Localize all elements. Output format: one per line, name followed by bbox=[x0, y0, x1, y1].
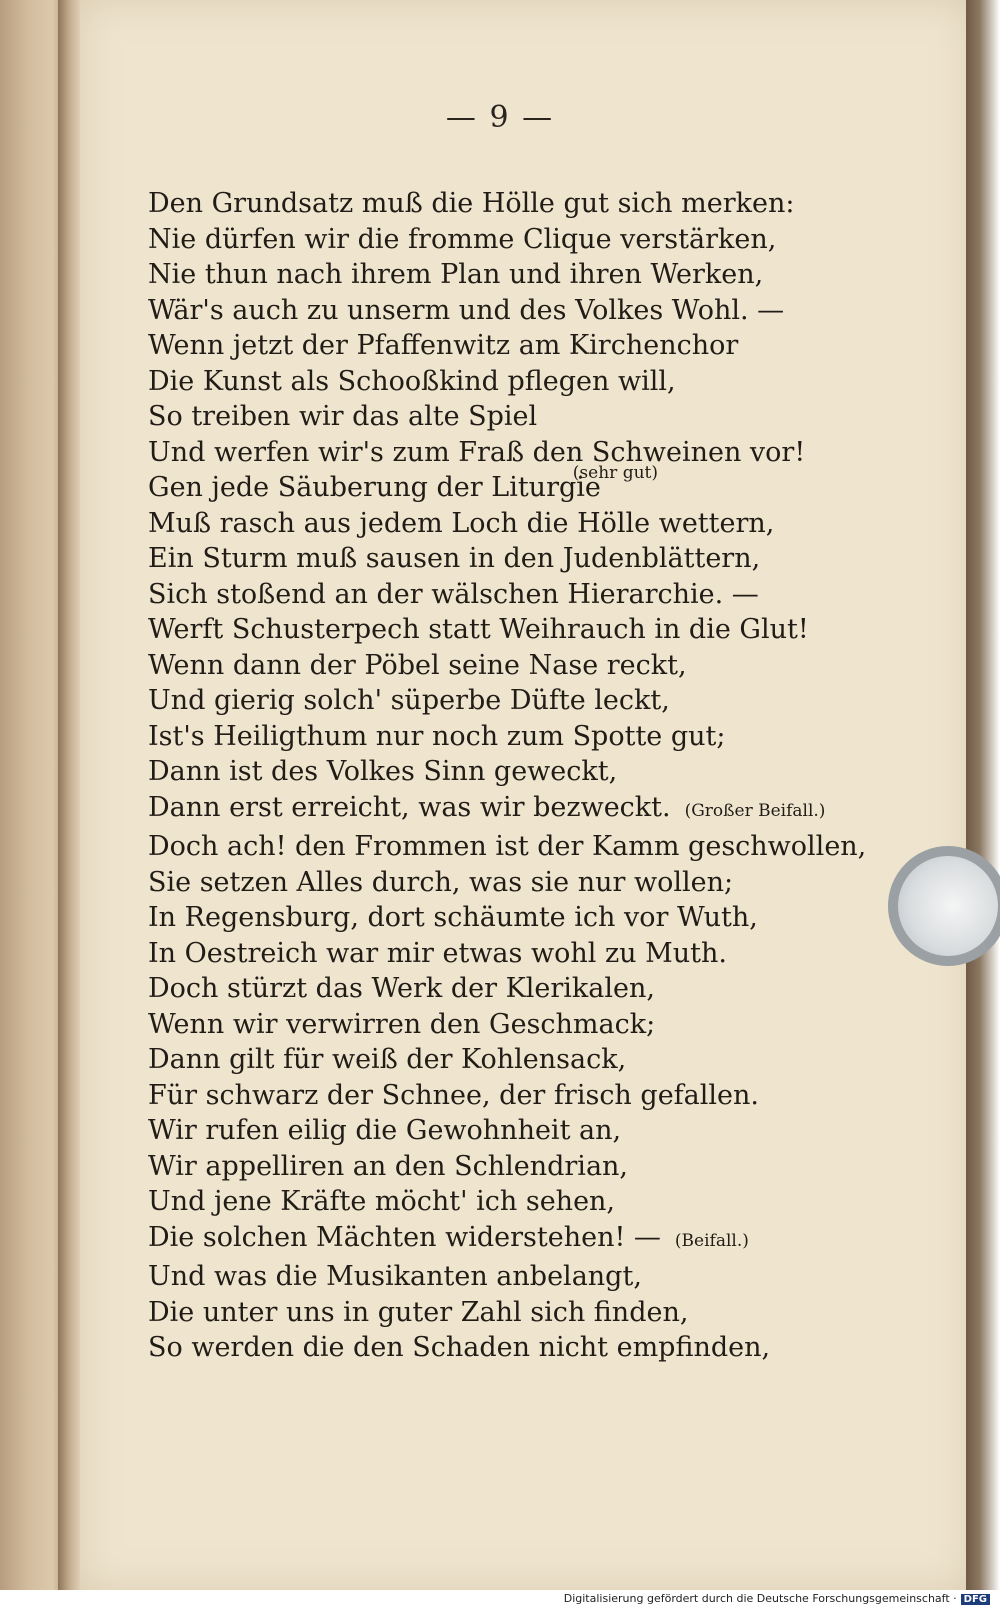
poem-line: Und was die Musikanten anbelangt, bbox=[148, 1261, 642, 1292]
poem-line-text: Die solchen Mächten widerstehen! — bbox=[148, 1221, 661, 1253]
poem-line: Den Grundsatz muß die Hölle gut sich merken: bbox=[148, 188, 795, 219]
poem-line: Wär's auch zu unserm und des Volkes Wohl. — bbox=[148, 294, 785, 326]
poem-line: Muß rasch aus jedem Loch die Hölle wettern, bbox=[148, 507, 775, 539]
page-clip-icon bbox=[888, 846, 1000, 966]
poem-line: Nie dürfen wir die fromme Clique verstärken, bbox=[148, 223, 777, 255]
poem-text bbox=[148, 186, 867, 1366]
page-right-edge bbox=[966, 0, 1000, 1590]
poem-line: Dann gilt für weiß der Kohlensack, bbox=[148, 1044, 627, 1075]
footer-credit-text: Digitalisierung gefördert durch die Deutsche Forschungsgemeinschaft · bbox=[563, 1592, 957, 1605]
stage-note-beifall: (Beifall.) bbox=[674, 1230, 749, 1251]
poem-line: Nie thun nach ihrem Plan und ihren Werken, bbox=[148, 259, 764, 290]
poem-line: Wir rufen eilig die Gewohnheit an, bbox=[148, 1115, 622, 1146]
poem-line: Dann ist des Volkes Sinn geweckt, bbox=[148, 756, 618, 787]
poem-line: So werden die den Schaden nicht empfinden, bbox=[148, 1332, 771, 1363]
poem-line: Wir appelliren an den Schlendrian, bbox=[148, 1150, 629, 1182]
poem-line: In Oestreich war mir etwas wohl zu Muth. bbox=[148, 937, 727, 969]
footer-credit bbox=[564, 1592, 990, 1605]
poem-line: Und gierig solch' süperbe Düfte leckt, bbox=[148, 685, 670, 716]
poem-line: Gen jede Säuberung der Liturgie bbox=[148, 472, 601, 503]
poem-line: Ein Sturm muß sausen in den Judenblättern, bbox=[148, 543, 761, 574]
poem-line: Doch stürzt das Werk der Klerikalen, bbox=[148, 973, 655, 1004]
stage-note-grosser-beifall: (Großer Beifall.) bbox=[684, 800, 826, 821]
poem-line-text: Dann erst erreicht, was wir bezweckt. bbox=[148, 791, 671, 823]
stage-note-sehr-gut: (sehr gut) bbox=[572, 463, 658, 483]
page-number: — 9 — bbox=[445, 100, 555, 135]
poem-line: Und jene Kräfte möcht' ich sehen, bbox=[148, 1186, 616, 1217]
poem-line-with-note bbox=[148, 790, 828, 830]
poem-line: Und werfen wir's zum Fraß den Schweinen vor! bbox=[148, 436, 806, 468]
poem-line: Ist's Heiligthum nur noch zum Spotte gut; bbox=[148, 720, 726, 752]
poem-line: Sie setzen Alles durch, was sie nur wollen; bbox=[148, 866, 734, 898]
poem-line: Die unter uns in guter Zahl sich finden, bbox=[148, 1296, 689, 1328]
poem-line: In Regensburg, dort schäumte ich vor Wuth, bbox=[148, 902, 758, 933]
poem-line: Die Kunst als Schooßkind pflegen will, bbox=[148, 365, 676, 397]
poem-line-with-note bbox=[148, 1220, 828, 1260]
poem-line: Für schwarz der Schnee, der frisch gefallen. bbox=[148, 1079, 759, 1111]
poem-line: Wenn dann der Pöbel seine Nase reckt, bbox=[148, 649, 687, 681]
poem-line: Wenn jetzt der Pfaffenwitz am Kirchenchor bbox=[148, 330, 739, 361]
poem-line: Doch ach! den Frommen ist der Kamm geschwollen, bbox=[148, 831, 867, 862]
poem-line: Wenn wir verwirren den Geschmack; bbox=[148, 1008, 656, 1040]
poem-line: Sich stoßend an der wälschen Hierarchie. — bbox=[148, 578, 759, 610]
dfg-logo-icon: DFG bbox=[961, 1594, 990, 1605]
poem-line: Werft Schusterpech statt Weihrauch in die Glut! bbox=[148, 614, 809, 645]
poem-line: So treiben wir das alte Spiel bbox=[148, 401, 538, 432]
